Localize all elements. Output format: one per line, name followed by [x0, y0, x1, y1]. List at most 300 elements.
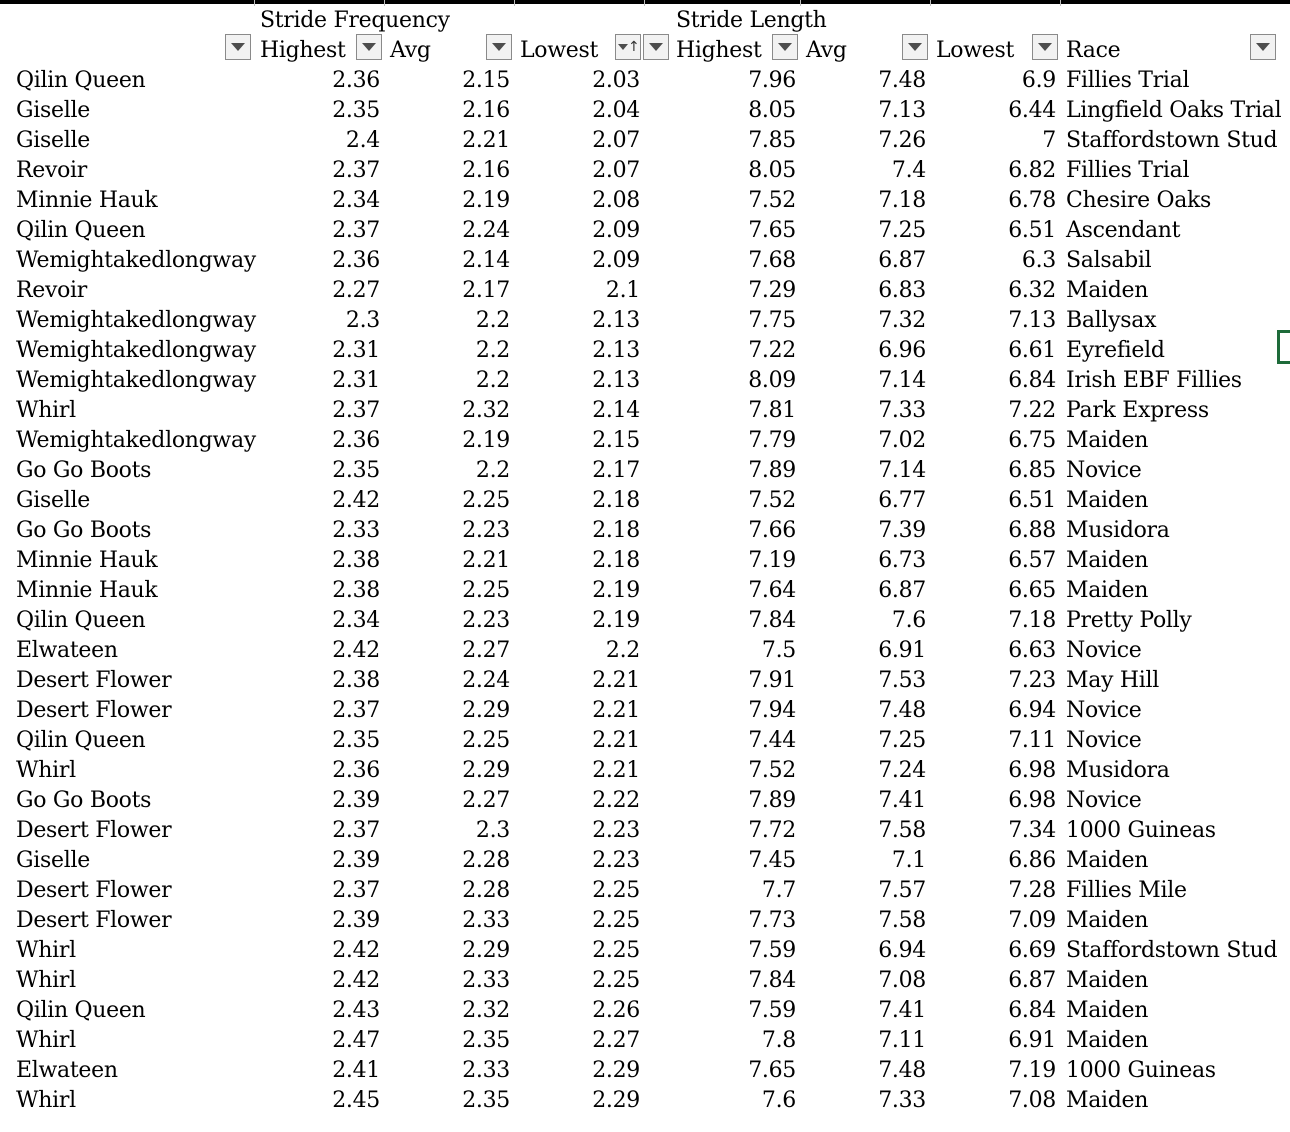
header-sf-lowest[interactable]: Lowest	[520, 38, 599, 63]
table-row[interactable]	[0, 756, 1290, 786]
table-row[interactable]	[0, 636, 1290, 666]
cell-sl-lowest[interactable]: 6.44	[1008, 98, 1056, 123]
cell-sf-avg[interactable]: 2.23	[462, 518, 510, 543]
cell-name[interactable]: Wemightakedlongway	[16, 248, 256, 273]
cell-race[interactable]: Maiden	[1066, 998, 1149, 1023]
table-row[interactable]	[0, 966, 1290, 996]
cell-sl-lowest[interactable]: 6.86	[1008, 848, 1056, 873]
table-row[interactable]	[0, 846, 1290, 876]
cell-sl-lowest[interactable]: 7.09	[1008, 908, 1056, 933]
cell-sl-highest[interactable]: 7.19	[748, 548, 796, 573]
cell-sf-avg[interactable]: 2.2	[475, 308, 510, 333]
cell-sf-avg[interactable]: 2.25	[462, 728, 510, 753]
table-row[interactable]	[0, 606, 1290, 636]
cell-name[interactable]: Revoir	[16, 278, 88, 303]
cell-race[interactable]: Musidora	[1066, 518, 1170, 543]
cell-sf-highest[interactable]: 2.34	[332, 608, 380, 633]
table-row[interactable]	[0, 276, 1290, 306]
filter-button-name[interactable]	[225, 34, 251, 60]
cell-sl-avg[interactable]: 6.73	[878, 548, 926, 573]
cell-name[interactable]: Desert Flower	[16, 698, 172, 723]
selected-cell-border[interactable]	[1277, 330, 1290, 364]
cell-sl-highest[interactable]: 7.75	[748, 308, 796, 333]
cell-sf-lowest[interactable]: 2.21	[592, 728, 640, 753]
table-row[interactable]	[0, 876, 1290, 906]
table-row[interactable]	[0, 906, 1290, 936]
cell-sf-avg[interactable]: 2.29	[462, 758, 510, 783]
cell-name[interactable]: Whirl	[16, 938, 76, 963]
cell-sl-avg[interactable]: 7.26	[878, 128, 926, 153]
cell-sl-avg[interactable]: 7.02	[878, 428, 926, 453]
cell-sf-lowest[interactable]: 2.21	[592, 758, 640, 783]
cell-sf-avg[interactable]: 2.35	[462, 1028, 510, 1053]
table-row[interactable]	[0, 726, 1290, 756]
cell-sf-avg[interactable]: 2.2	[475, 458, 510, 483]
cell-sl-lowest[interactable]: 6.65	[1008, 578, 1056, 603]
table-row[interactable]	[0, 1056, 1290, 1086]
cell-sf-highest[interactable]: 2.39	[332, 908, 380, 933]
filter-button-sl-avg[interactable]	[902, 34, 928, 60]
cell-sl-highest[interactable]: 7.29	[748, 278, 796, 303]
cell-sl-avg[interactable]: 7.11	[878, 1028, 926, 1053]
cell-race[interactable]: Maiden	[1066, 578, 1149, 603]
cell-name[interactable]: Qilin Queen	[16, 998, 146, 1023]
cell-sl-lowest[interactable]: 7.11	[1008, 728, 1056, 753]
cell-sl-highest[interactable]: 8.09	[748, 368, 796, 393]
cell-race[interactable]: Novice	[1066, 458, 1142, 483]
cell-name[interactable]: Whirl	[16, 1088, 76, 1113]
cell-sl-avg[interactable]: 6.87	[878, 578, 926, 603]
cell-sf-highest[interactable]: 2.36	[332, 758, 380, 783]
cell-name[interactable]: Giselle	[16, 848, 90, 873]
header-race[interactable]: Race	[1066, 38, 1121, 63]
cell-sf-highest[interactable]: 2.38	[332, 578, 380, 603]
cell-sl-avg[interactable]: 6.91	[878, 638, 926, 663]
cell-sf-lowest[interactable]: 2.07	[592, 128, 640, 153]
cell-sf-lowest[interactable]: 2.13	[592, 368, 640, 393]
table-row[interactable]	[0, 396, 1290, 426]
cell-sf-lowest[interactable]: 2.13	[592, 308, 640, 333]
cell-sf-highest[interactable]: 2.31	[332, 338, 380, 363]
cell-sl-lowest[interactable]: 6.3	[1021, 248, 1056, 273]
cell-race[interactable]: Maiden	[1066, 908, 1149, 933]
cell-sf-lowest[interactable]: 2.09	[592, 248, 640, 273]
cell-sl-highest[interactable]: 7.22	[748, 338, 796, 363]
header-stride-length[interactable]: Stride Length	[676, 8, 827, 33]
cell-sl-highest[interactable]: 7.6	[761, 1088, 796, 1113]
cell-sl-avg[interactable]: 7.32	[878, 308, 926, 333]
cell-sl-avg[interactable]: 7.33	[878, 1088, 926, 1113]
cell-sl-highest[interactable]: 7.73	[748, 908, 796, 933]
cell-sf-avg[interactable]: 2.3	[475, 818, 510, 843]
cell-sl-highest[interactable]: 7.84	[748, 968, 796, 993]
cell-sl-lowest[interactable]: 7.08	[1008, 1088, 1056, 1113]
cell-name[interactable]: Wemightakedlongway	[16, 338, 256, 363]
cell-sf-avg[interactable]: 2.33	[462, 908, 510, 933]
cell-race[interactable]: Eyrefield	[1066, 338, 1165, 363]
cell-sf-lowest[interactable]: 2.25	[592, 908, 640, 933]
cell-sl-avg[interactable]: 7.41	[878, 998, 926, 1023]
cell-race[interactable]: May Hill	[1066, 668, 1159, 693]
column-divider[interactable]	[514, 0, 515, 6]
cell-race[interactable]: Pretty Polly	[1066, 608, 1192, 633]
cell-sl-avg[interactable]: 7.57	[878, 878, 926, 903]
cell-sl-avg[interactable]: 7.48	[878, 1058, 926, 1083]
cell-sl-highest[interactable]: 7.45	[748, 848, 796, 873]
table-row[interactable]	[0, 816, 1290, 846]
filter-button-race[interactable]	[1250, 34, 1276, 60]
cell-sl-lowest[interactable]: 7.28	[1008, 878, 1056, 903]
cell-race[interactable]: Fillies Mile	[1066, 878, 1187, 903]
cell-race[interactable]: Maiden	[1066, 848, 1149, 873]
cell-sl-lowest[interactable]: 7.18	[1008, 608, 1056, 633]
cell-sf-highest[interactable]: 2.35	[332, 728, 380, 753]
cell-sl-highest[interactable]: 7.65	[748, 1058, 796, 1083]
cell-sl-avg[interactable]: 7.1	[891, 848, 926, 873]
cell-sf-highest[interactable]: 2.42	[332, 638, 380, 663]
cell-race[interactable]: Chesire Oaks	[1066, 188, 1212, 213]
cell-sf-avg[interactable]: 2.28	[462, 848, 510, 873]
cell-race[interactable]: Musidora	[1066, 758, 1170, 783]
cell-sf-avg[interactable]: 2.25	[462, 488, 510, 513]
table-row[interactable]	[0, 1026, 1290, 1056]
cell-sf-avg[interactable]: 2.21	[462, 548, 510, 573]
cell-name[interactable]: Go Go Boots	[16, 788, 152, 813]
filter-button-sf-lowest[interactable]	[643, 34, 669, 60]
cell-sf-lowest[interactable]: 2.29	[592, 1088, 640, 1113]
cell-sl-highest[interactable]: 7.44	[748, 728, 796, 753]
header-sl-highest[interactable]: Highest	[676, 38, 762, 63]
table-row[interactable]	[0, 156, 1290, 186]
cell-sl-highest[interactable]: 7.84	[748, 608, 796, 633]
table-row[interactable]	[0, 516, 1290, 546]
cell-sl-highest[interactable]: 7.5	[761, 638, 796, 663]
cell-sl-avg[interactable]: 7.08	[878, 968, 926, 993]
cell-race[interactable]: Maiden	[1066, 488, 1149, 513]
cell-race[interactable]: Salsabil	[1066, 248, 1152, 273]
cell-sf-highest[interactable]: 2.39	[332, 848, 380, 873]
table-row[interactable]	[0, 576, 1290, 606]
cell-sl-highest[interactable]: 7.91	[748, 668, 796, 693]
cell-sl-lowest[interactable]: 6.94	[1008, 698, 1056, 723]
table-row[interactable]	[0, 246, 1290, 276]
cell-name[interactable]: Wemightakedlongway	[16, 308, 256, 333]
cell-race[interactable]: Irish EBF Fillies	[1066, 368, 1242, 393]
cell-name[interactable]: Whirl	[16, 758, 76, 783]
cell-sl-highest[interactable]: 7.96	[748, 68, 796, 93]
cell-sf-lowest[interactable]: 2.1	[605, 278, 640, 303]
cell-race[interactable]: 1000 Guineas	[1066, 1058, 1216, 1083]
table-row[interactable]	[0, 996, 1290, 1026]
cell-race[interactable]: Fillies Trial	[1066, 68, 1190, 93]
cell-sl-highest[interactable]: 7.64	[748, 578, 796, 603]
filter-button-sf-lowest-sorted[interactable]	[615, 34, 641, 60]
cell-race[interactable]: Ballysax	[1066, 308, 1157, 333]
table-row[interactable]	[0, 306, 1290, 336]
cell-sf-avg[interactable]: 2.19	[462, 188, 510, 213]
cell-sf-highest[interactable]: 2.37	[332, 218, 380, 243]
cell-sl-lowest[interactable]: 6.51	[1008, 488, 1056, 513]
cell-sl-highest[interactable]: 7.59	[748, 998, 796, 1023]
cell-sf-lowest[interactable]: 2.29	[592, 1058, 640, 1083]
cell-sf-lowest[interactable]: 2.19	[592, 608, 640, 633]
cell-sf-avg[interactable]: 2.17	[462, 278, 510, 303]
cell-sl-lowest[interactable]: 7.22	[1008, 398, 1056, 423]
header-sf-avg[interactable]: Avg	[390, 38, 431, 63]
cell-sf-highest[interactable]: 2.36	[332, 68, 380, 93]
cell-race[interactable]: Novice	[1066, 728, 1142, 753]
cell-sf-avg[interactable]: 2.19	[462, 428, 510, 453]
cell-name[interactable]: Wemightakedlongway	[16, 428, 256, 453]
cell-sl-highest[interactable]: 7.72	[748, 818, 796, 843]
cell-sf-avg[interactable]: 2.33	[462, 968, 510, 993]
cell-sf-avg[interactable]: 2.2	[475, 368, 510, 393]
cell-name[interactable]: Wemightakedlongway	[16, 368, 256, 393]
cell-sl-avg[interactable]: 7.4	[891, 158, 926, 183]
cell-sf-avg[interactable]: 2.27	[462, 638, 510, 663]
cell-sf-lowest[interactable]: 2.13	[592, 338, 640, 363]
cell-sf-lowest[interactable]: 2.15	[592, 428, 640, 453]
cell-sf-avg[interactable]: 2.24	[462, 668, 510, 693]
cell-race[interactable]: Staffordstown Stud	[1066, 938, 1278, 963]
cell-race[interactable]: Maiden	[1066, 278, 1149, 303]
cell-sf-avg[interactable]: 2.25	[462, 578, 510, 603]
cell-sf-avg[interactable]: 2.14	[462, 248, 510, 273]
cell-sl-avg[interactable]: 7.25	[878, 218, 926, 243]
cell-sl-highest[interactable]: 7.94	[748, 698, 796, 723]
cell-name[interactable]: Giselle	[16, 128, 90, 153]
cell-sf-avg[interactable]: 2.29	[462, 938, 510, 963]
cell-sf-avg[interactable]: 2.21	[462, 128, 510, 153]
cell-sl-highest[interactable]: 7.81	[748, 398, 796, 423]
cell-sf-lowest[interactable]: 2.26	[592, 998, 640, 1023]
cell-sf-lowest[interactable]: 2.04	[592, 98, 640, 123]
cell-sf-highest[interactable]: 2.3	[345, 308, 380, 333]
column-divider[interactable]	[930, 0, 931, 6]
cell-race[interactable]: Maiden	[1066, 428, 1149, 453]
cell-race[interactable]: Park Express	[1066, 398, 1209, 423]
cell-sf-avg[interactable]: 2.29	[462, 698, 510, 723]
cell-sl-avg[interactable]: 7.24	[878, 758, 926, 783]
table-row[interactable]	[0, 666, 1290, 696]
table-row[interactable]	[0, 336, 1290, 366]
cell-sl-lowest[interactable]: 6.98	[1008, 758, 1056, 783]
cell-name[interactable]: Whirl	[16, 1028, 76, 1053]
cell-sf-lowest[interactable]: 2.21	[592, 698, 640, 723]
table-row[interactable]	[0, 1086, 1290, 1116]
table-row[interactable]	[0, 786, 1290, 816]
cell-sf-highest[interactable]: 2.34	[332, 188, 380, 213]
cell-sl-lowest[interactable]: 6.91	[1008, 1028, 1056, 1053]
cell-sf-highest[interactable]: 2.4	[345, 128, 380, 153]
cell-sf-highest[interactable]: 2.36	[332, 248, 380, 273]
cell-sl-lowest[interactable]: 6.69	[1008, 938, 1056, 963]
cell-sf-avg[interactable]: 2.33	[462, 1058, 510, 1083]
cell-sl-lowest[interactable]: 7.13	[1008, 308, 1056, 333]
table-row[interactable]	[0, 456, 1290, 486]
cell-name[interactable]: Go Go Boots	[16, 458, 152, 483]
cell-sf-lowest[interactable]: 2.17	[592, 458, 640, 483]
cell-sl-avg[interactable]: 7.18	[878, 188, 926, 213]
cell-sf-lowest[interactable]: 2.2	[605, 638, 640, 663]
cell-race[interactable]: Novice	[1066, 638, 1142, 663]
cell-sl-avg[interactable]: 7.53	[878, 668, 926, 693]
cell-sl-highest[interactable]: 7.89	[748, 458, 796, 483]
filter-button-sl-highest[interactable]	[772, 34, 798, 60]
cell-sl-highest[interactable]: 7.65	[748, 218, 796, 243]
cell-sl-highest[interactable]: 7.68	[748, 248, 796, 273]
cell-sl-avg[interactable]: 7.25	[878, 728, 926, 753]
header-sl-lowest[interactable]: Lowest	[936, 38, 1015, 63]
cell-sf-highest[interactable]: 2.38	[332, 668, 380, 693]
cell-sl-lowest[interactable]: 6.63	[1008, 638, 1056, 663]
cell-name[interactable]: Minnie Hauk	[16, 578, 158, 603]
cell-sf-lowest[interactable]: 2.23	[592, 848, 640, 873]
table-row[interactable]	[0, 186, 1290, 216]
cell-name[interactable]: Desert Flower	[16, 878, 172, 903]
cell-sl-lowest[interactable]: 6.75	[1008, 428, 1056, 453]
cell-sf-highest[interactable]: 2.39	[332, 788, 380, 813]
cell-sf-highest[interactable]: 2.38	[332, 548, 380, 573]
cell-sl-avg[interactable]: 6.94	[878, 938, 926, 963]
cell-sf-lowest[interactable]: 2.19	[592, 578, 640, 603]
table-row[interactable]	[0, 66, 1290, 96]
cell-sf-avg[interactable]: 2.35	[462, 1088, 510, 1113]
cell-sl-highest[interactable]: 7.52	[748, 758, 796, 783]
cell-sl-highest[interactable]: 7.79	[748, 428, 796, 453]
header-sl-avg[interactable]: Avg	[806, 38, 847, 63]
column-divider[interactable]	[1060, 0, 1061, 6]
cell-sl-avg[interactable]: 6.77	[878, 488, 926, 513]
table-row[interactable]	[0, 426, 1290, 456]
cell-sf-highest[interactable]: 2.36	[332, 428, 380, 453]
cell-sf-highest[interactable]: 2.37	[332, 878, 380, 903]
cell-sl-highest[interactable]: 8.05	[748, 98, 796, 123]
cell-sf-avg[interactable]: 2.15	[462, 68, 510, 93]
cell-sl-lowest[interactable]: 6.87	[1008, 968, 1056, 993]
cell-name[interactable]: Minnie Hauk	[16, 188, 158, 213]
table-row[interactable]	[0, 366, 1290, 396]
cell-name[interactable]: Qilin Queen	[16, 68, 146, 93]
cell-name[interactable]: Qilin Queen	[16, 218, 146, 243]
cell-sl-avg[interactable]: 7.48	[878, 698, 926, 723]
cell-sl-lowest[interactable]: 6.88	[1008, 518, 1056, 543]
cell-sf-highest[interactable]: 2.37	[332, 398, 380, 423]
cell-sf-avg[interactable]: 2.32	[462, 398, 510, 423]
cell-sl-lowest[interactable]: 6.84	[1008, 368, 1056, 393]
table-row[interactable]	[0, 486, 1290, 516]
cell-sf-highest[interactable]: 2.31	[332, 368, 380, 393]
filter-button-sl-lowest[interactable]	[1032, 34, 1058, 60]
cell-race[interactable]: Lingfield Oaks Trial	[1066, 98, 1282, 123]
cell-sl-avg[interactable]: 7.14	[878, 458, 926, 483]
cell-sl-lowest[interactable]: 7.23	[1008, 668, 1056, 693]
cell-sf-highest[interactable]: 2.35	[332, 98, 380, 123]
cell-race[interactable]: Maiden	[1066, 968, 1149, 993]
cell-name[interactable]: Giselle	[16, 488, 90, 513]
cell-sf-avg[interactable]: 2.2	[475, 338, 510, 363]
cell-name[interactable]: Minnie Hauk	[16, 548, 158, 573]
cell-name[interactable]: Elwateen	[16, 1058, 118, 1083]
cell-sl-avg[interactable]: 7.13	[878, 98, 926, 123]
cell-sf-highest[interactable]: 2.33	[332, 518, 380, 543]
cell-sf-highest[interactable]: 2.42	[332, 968, 380, 993]
cell-sl-lowest[interactable]: 6.78	[1008, 188, 1056, 213]
cell-sf-avg[interactable]: 2.27	[462, 788, 510, 813]
cell-sf-highest[interactable]: 2.42	[332, 938, 380, 963]
cell-sl-highest[interactable]: 7.52	[748, 188, 796, 213]
cell-race[interactable]: Novice	[1066, 788, 1142, 813]
cell-sf-highest[interactable]: 2.37	[332, 698, 380, 723]
table-row[interactable]	[0, 126, 1290, 156]
cell-sl-avg[interactable]: 7.6	[891, 608, 926, 633]
cell-race[interactable]: Staffordstown Stud	[1066, 128, 1278, 153]
table-row[interactable]	[0, 936, 1290, 966]
cell-sl-avg[interactable]: 6.96	[878, 338, 926, 363]
cell-sl-lowest[interactable]: 6.82	[1008, 158, 1056, 183]
cell-sl-lowest[interactable]: 6.84	[1008, 998, 1056, 1023]
cell-sl-avg[interactable]: 6.83	[878, 278, 926, 303]
cell-sl-lowest[interactable]: 7	[1042, 128, 1056, 153]
cell-sl-highest[interactable]: 7.59	[748, 938, 796, 963]
cell-sf-lowest[interactable]: 2.25	[592, 938, 640, 963]
column-divider[interactable]	[644, 0, 645, 6]
cell-sl-lowest[interactable]: 6.9	[1021, 68, 1056, 93]
cell-sf-lowest[interactable]: 2.14	[592, 398, 640, 423]
table-row[interactable]	[0, 546, 1290, 576]
cell-name[interactable]: Whirl	[16, 398, 76, 423]
cell-sf-highest[interactable]: 2.42	[332, 488, 380, 513]
cell-sf-lowest[interactable]: 2.08	[592, 188, 640, 213]
cell-name[interactable]: Qilin Queen	[16, 728, 146, 753]
cell-sl-avg[interactable]: 7.58	[878, 818, 926, 843]
cell-sl-avg[interactable]: 7.48	[878, 68, 926, 93]
cell-sf-avg[interactable]: 2.32	[462, 998, 510, 1023]
cell-sf-lowest[interactable]: 2.09	[592, 218, 640, 243]
cell-sf-highest[interactable]: 2.35	[332, 458, 380, 483]
cell-sf-lowest[interactable]: 2.07	[592, 158, 640, 183]
column-divider[interactable]	[254, 0, 255, 6]
header-stride-frequency[interactable]: Stride Frequency	[260, 8, 450, 33]
cell-sl-lowest[interactable]: 7.34	[1008, 818, 1056, 843]
cell-name[interactable]: Desert Flower	[16, 818, 172, 843]
cell-race[interactable]: Fillies Trial	[1066, 158, 1190, 183]
cell-sf-lowest[interactable]: 2.21	[592, 668, 640, 693]
cell-name[interactable]: Giselle	[16, 98, 90, 123]
cell-name[interactable]: Elwateen	[16, 638, 118, 663]
cell-race[interactable]: Maiden	[1066, 1028, 1149, 1053]
cell-sl-highest[interactable]: 8.05	[748, 158, 796, 183]
cell-race[interactable]: 1000 Guineas	[1066, 818, 1216, 843]
cell-sf-avg[interactable]: 2.24	[462, 218, 510, 243]
cell-sl-avg[interactable]: 7.33	[878, 398, 926, 423]
cell-sf-lowest[interactable]: 2.18	[592, 488, 640, 513]
cell-sl-lowest[interactable]: 6.57	[1008, 548, 1056, 573]
cell-sl-lowest[interactable]: 6.98	[1008, 788, 1056, 813]
table-row[interactable]	[0, 96, 1290, 126]
cell-sf-lowest[interactable]: 2.27	[592, 1028, 640, 1053]
cell-sf-lowest[interactable]: 2.25	[592, 968, 640, 993]
cell-name[interactable]: Desert Flower	[16, 908, 172, 933]
cell-sf-lowest[interactable]: 2.25	[592, 878, 640, 903]
cell-sl-highest[interactable]: 7.52	[748, 488, 796, 513]
cell-sl-highest[interactable]: 7.8	[761, 1028, 796, 1053]
cell-name[interactable]: Revoir	[16, 158, 88, 183]
cell-sl-avg[interactable]: 7.39	[878, 518, 926, 543]
cell-sl-avg[interactable]: 7.58	[878, 908, 926, 933]
cell-sf-lowest[interactable]: 2.18	[592, 548, 640, 573]
cell-sf-highest[interactable]: 2.47	[332, 1028, 380, 1053]
